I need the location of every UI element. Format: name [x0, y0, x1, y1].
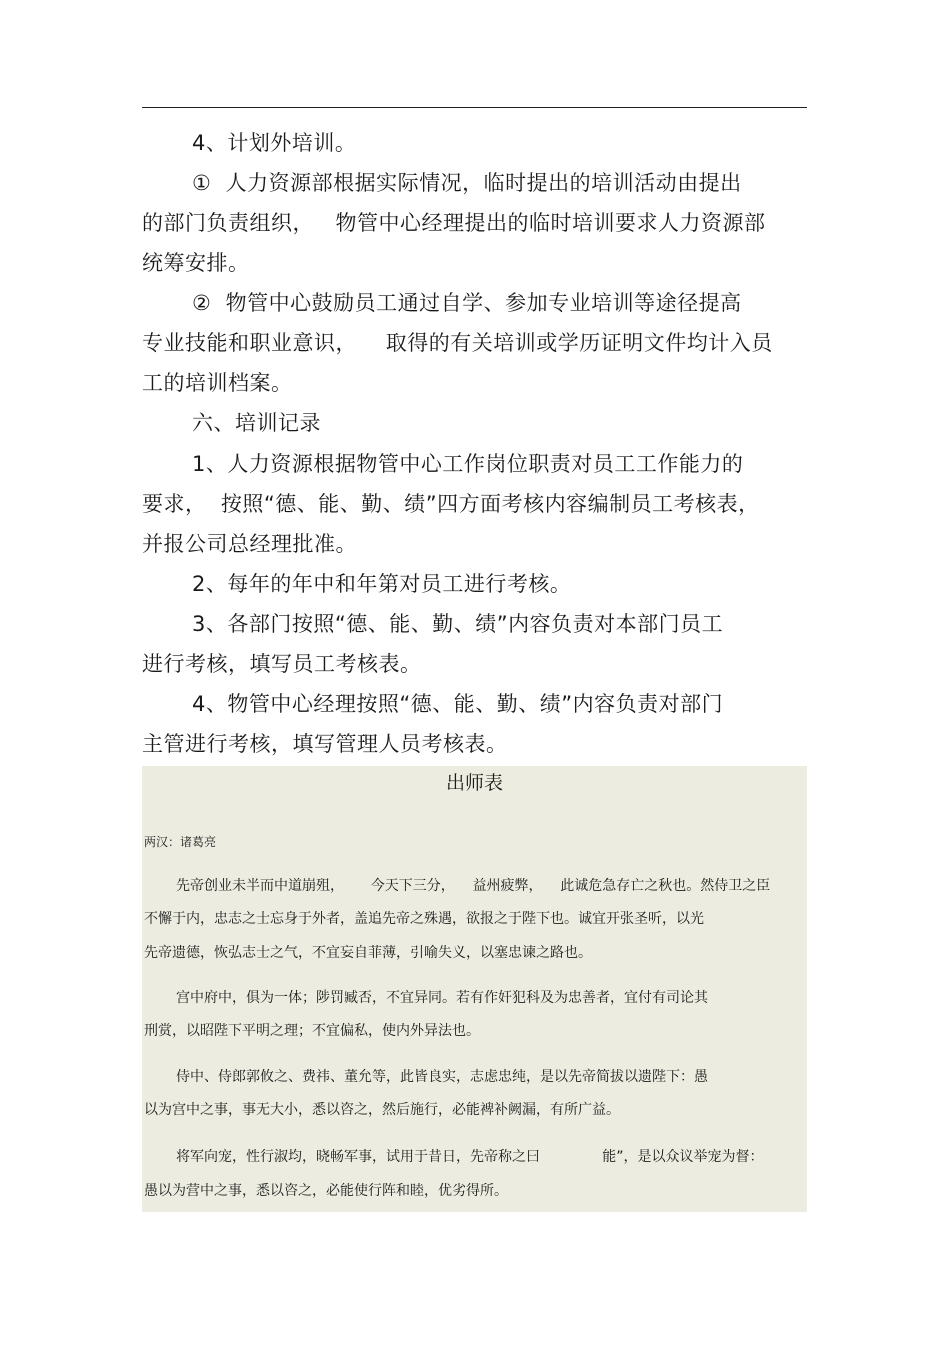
excerpt-line: 先帝创业未半而中道崩殂， 今天下三分， 益州疲弊， 此诚危急存亡之秋也。然侍卫之臣 — [176, 878, 771, 894]
section-heading: 六、培训记录 — [192, 411, 321, 435]
excerpt-line: 以为宫中之事，事无大小，悉以咨之，然后施行，必能裨补阙漏，有所广益。 — [144, 1102, 620, 1118]
excerpt-line: 将军向宠，性行淑均，晓畅军事，试用于昔日，先帝称之曰 能”，是以众议举宠为督： — [176, 1149, 764, 1165]
excerpt-title: 出师表 — [445, 772, 503, 794]
body-line: 的部门负责组织， 物管中心经理提出的临时培训要求人力资源部 — [142, 211, 766, 235]
body-line: 工的培训档案。 — [142, 371, 293, 395]
excerpt-line: 不懈于内，忠志之士忘身于外者，盖追先帝之殊遇，欲报之于陛下也。诚宜开张圣听，以光 — [144, 911, 704, 927]
body-line: 2、每年的年中和年第对员工进行考核。 — [192, 572, 572, 596]
excerpt-line: 先帝遗德，恢弘志士之气，不宜妄自菲薄，引喻失义，以塞忠谏之路也。 — [144, 945, 592, 961]
excerpt-line: 宫中府中，俱为一体；陟罚臧否，不宜异同。若有作奸犯科及为忠善者，宜付有司论其 — [176, 990, 708, 1006]
body-line: 专业技能和职业意识， 取得的有关培训或学历证明文件均计入员 — [142, 331, 773, 355]
body-line: ② 物管中心鼓励员工通过自学、参加专业培训等途径提高 — [192, 291, 742, 315]
body-line: 3、各部门按照“德、能、勤、绩”内容负责对本部门员工 — [192, 612, 724, 636]
header-rule — [142, 107, 807, 108]
body-line: 1、人力资源根据物管中心工作岗位职责对员工工作能力的 — [192, 452, 744, 476]
body-line: ① 人力资源部根据实际情况，临时提出的培训活动由提出 — [192, 171, 742, 195]
excerpt-line: 愚以为营中之事，悉以咨之，必能使行阵和睦，优劣得所。 — [144, 1183, 508, 1199]
body-line: 统筹安排。 — [142, 251, 250, 275]
body-line: 要求， 按照“德、能、勤、绩”四方面考核内容编制员工考核表， — [142, 492, 760, 516]
body-line: 进行考核，填写员工考核表。 — [142, 652, 422, 676]
excerpt-box — [142, 766, 807, 1212]
excerpt-line: 刑赏，以昭陛下平明之理；不宜偏私，使内外异法也。 — [144, 1023, 480, 1039]
body-line: 并报公司总经理批准。 — [142, 532, 357, 556]
excerpt-author: 两汉：诸葛亮 — [144, 835, 217, 849]
excerpt-line: 侍中、侍郎郭攸之、费祎、董允等，此皆良实，志虑忠纯，是以先帝简拔以遗陛下：愚 — [176, 1069, 708, 1085]
body-line: 4、物管中心经理按照“德、能、勤、绩”内容负责对部门 — [192, 692, 724, 716]
body-line: 4、计划外培训。 — [192, 131, 357, 155]
body-line: 主管进行考核，填写管理人员考核表。 — [142, 732, 508, 756]
